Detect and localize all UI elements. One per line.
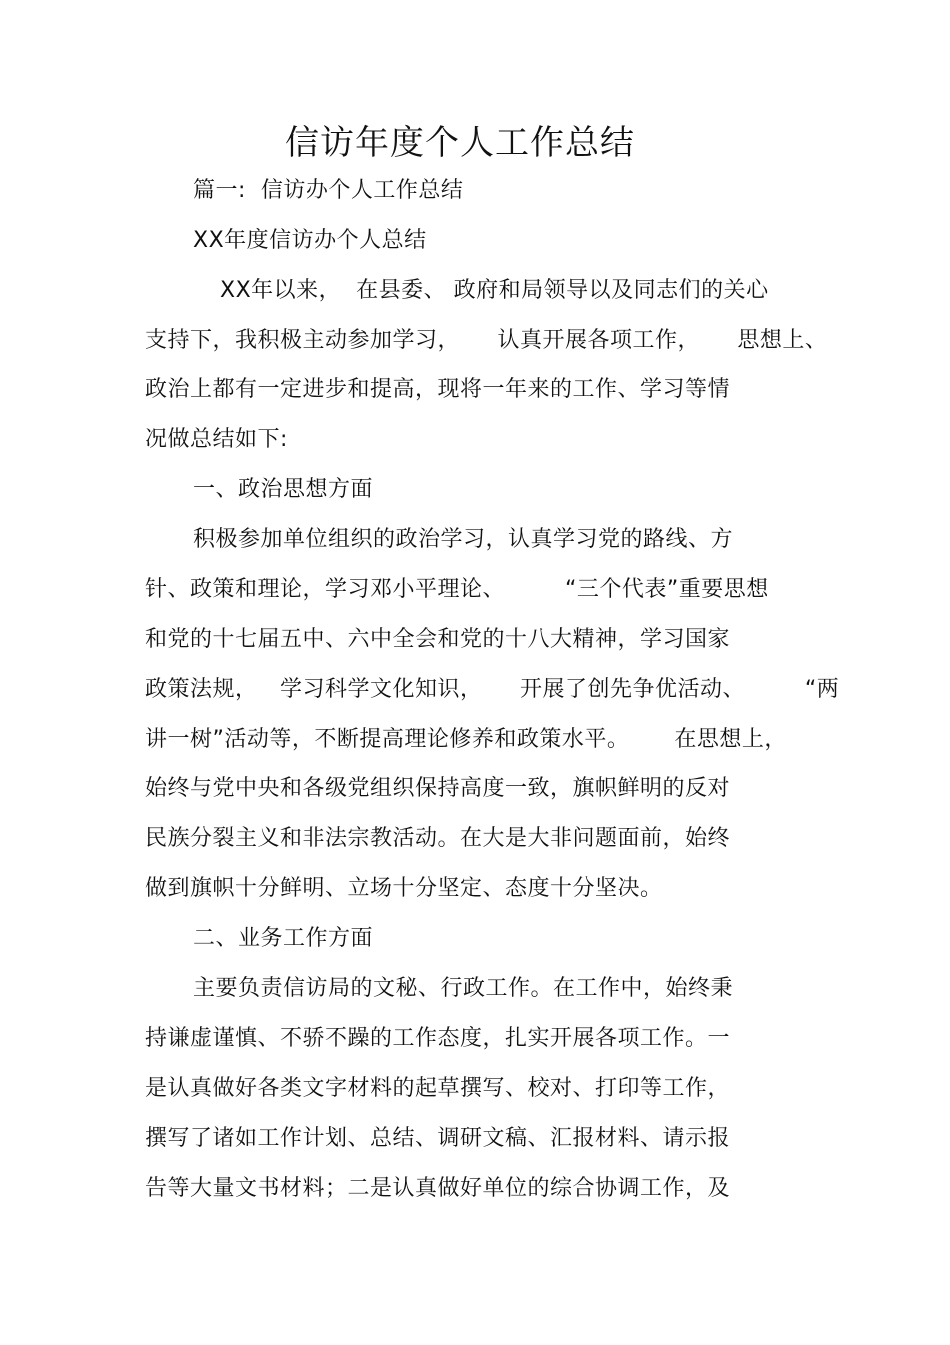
paragraph-line: 政策法规， 学习科学文化知识， 开展了创先争优活动、 “两 — [145, 677, 840, 702]
paragraph-line: 和党的十七届五中、六中全会和党的十八大精神，学习国家 — [145, 627, 731, 652]
paragraph-line: 告等大量文书材料；二是认真做好单位的综合协调工作，及 — [145, 1176, 731, 1201]
paragraph-line: 政治上都有一定进步和提高，现将一年来的工作、学习等情 — [145, 377, 731, 402]
paragraph-line: 是认真做好各类文字材料的起草撰写、校对、打印等工作， — [145, 1076, 731, 1101]
paragraph-line: 积极参加单位组织的政治学习，认真学习党的路线、方 — [193, 527, 734, 552]
paragraph-line: 支持下，我积极主动参加学习， 认真开展各项工作， 思想上、 — [145, 328, 828, 353]
paragraph-line: 撰写了诸如工作计划、总结、调研文稿、汇报材料、请示报 — [145, 1126, 731, 1151]
document-title: 信访年度个人工作总结 — [285, 123, 635, 163]
subtitle: XX年度信访办个人总结 — [193, 228, 427, 253]
section-heading-part-one: 篇一: 信访办个人工作总结 — [193, 178, 464, 203]
paragraph-line: 针、政策和理论，学习邓小平理论、 “三个代表”重要思想 — [145, 577, 769, 602]
paragraph-line: 做到旗帜十分鲜明、立场十分坚定、态度十分坚决。 — [145, 876, 663, 901]
paragraph-line: 讲一树”活动等，不断提高理论修养和政策水平。 在思想上， — [145, 727, 787, 752]
paragraph-line: 民族分裂主义和非法宗教活动。在大是大非问题面前，始终 — [145, 826, 731, 851]
paragraph-line: 况做总结如下: — [145, 427, 288, 452]
paragraph-line: 始终与党中央和各级党组织保持高度一致，旗帜鲜明的反对 — [145, 776, 731, 801]
section-heading-politics: 一、政治思想方面 — [193, 477, 374, 502]
paragraph-line: 主要负责信访局的文秘、行政工作。在工作中，始终秉 — [193, 976, 734, 1001]
paragraph-line: 持谦虚谨慎、不骄不躁的工作态度，扎实开展各项工作。一 — [145, 1026, 731, 1051]
section-heading-business: 二、业务工作方面 — [193, 926, 374, 951]
paragraph-line: XX年以来， 在县委、 政府和局领导以及同志们的关心 — [220, 278, 769, 303]
